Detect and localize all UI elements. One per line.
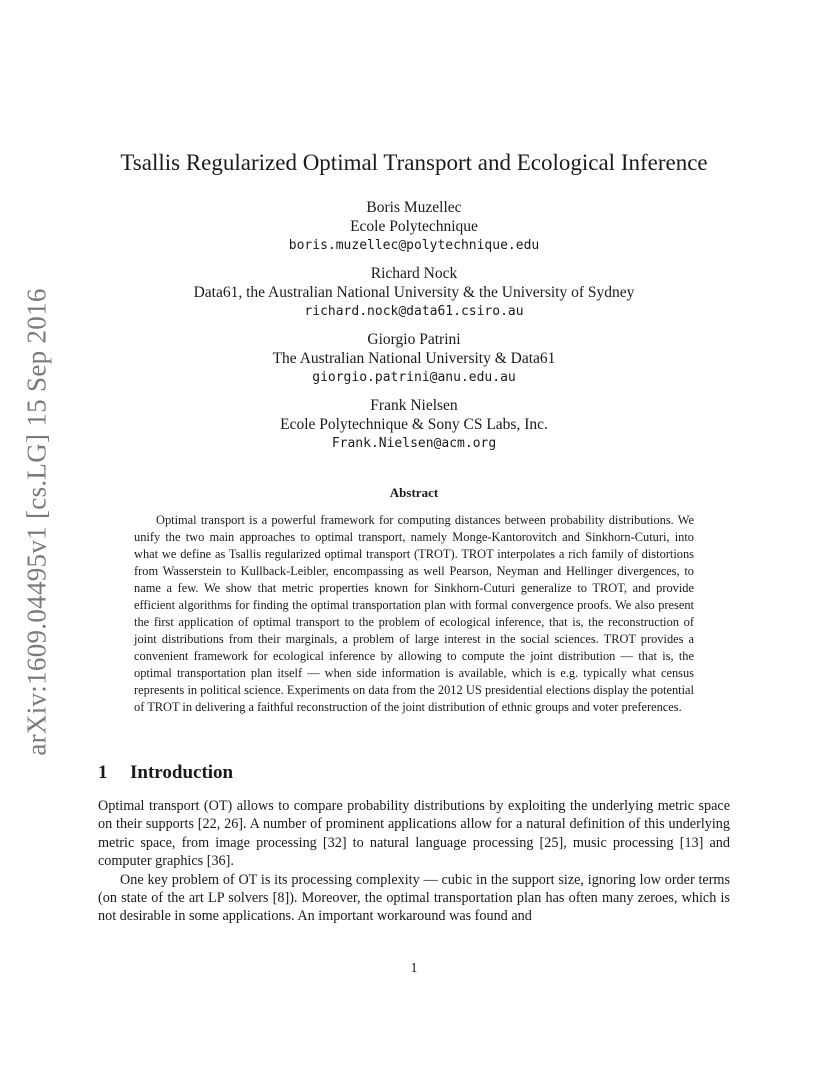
author-email: giorgio.patrini@anu.edu.au [312, 370, 516, 385]
paragraph: One key problem of OT is its processing complexity — cubic in the support size, ignoring low order terms (on state of the art LP solvers [8]). Moreover, the optimal transportation plan has often many zeroes, which is not desirable in some applications. An important workaround was found and [98, 871, 730, 925]
section-heading [98, 762, 233, 784]
author-affiliation: The Australian National University & Data61 [272, 350, 556, 367]
author-entry [0, 264, 828, 321]
paper-title: Tsallis Regularized Optimal Transport and Ecological Inference [120, 150, 708, 175]
abstract-heading: Abstract [389, 485, 439, 500]
abstract-text: Optimal transport is a powerful framework for computing distances between probability distributions. We unify the two main approaches to optimal transport, namely Monge-Kantorovitch and Sinkhorn-Cuturi, into what we define as Tsallis regularized optimal transport (TROT). TROT interpolates a rich family of distortions from Wasserstein to Kullback-Leibler, encompassing as well Pearson, Neyman and Hellinger divergences, to name a few. We show that metric properties known for Sinkhorn-Cuturi generalize to TROT, and provide efficient algorithms for finding the optimal transportation plan with formal convergence proofs. We also present the first application of optimal transport to the problem of ecological inference, that is, the reconstruction of joint distributions from their marginals, a problem of large interest in the social sciences. TROT provides a convenient framework for ecological inference by allowing to compute the joint distribution — that is, the optimal transportation plan itself — when side information is available, which is e.g. typically what census represents in political science. Experiments on data from the 2012 US presidential elections display the potential of TROT in delivering a faithful reconstruction of the joint distribution of ethnic groups and voter preferences. [134, 513, 694, 714]
author-entry [0, 198, 828, 255]
introduction-body [98, 797, 730, 926]
author-name: Richard Nock [370, 265, 458, 282]
author-name: Boris Muzellec [366, 199, 462, 216]
author-affiliation: Ecole Polytechnique [350, 218, 478, 235]
section-number: 1 [98, 762, 108, 783]
author-affiliation: Ecole Polytechnique & Sony CS Labs, Inc. [280, 416, 548, 433]
author-block [0, 198, 828, 462]
author-email: richard.nock@data61.csiro.au [304, 304, 524, 319]
author-email: boris.muzellec@polytechnique.edu [288, 238, 540, 253]
author-name: Giorgio Patrini [367, 331, 461, 348]
page-number: 1 [410, 961, 418, 976]
author-affiliation: Data61, the Australian National University & the University of Sydney [193, 284, 635, 301]
paragraph: Optimal transport (OT) allows to compare probability distributions by exploiting the underlying metric space on their supports [22, 26]. A number of prominent applications allow for a natural definition of this underlying metric space, from image processing [32] to natural language processing [25], music processing [13] and computer graphics [36]. [98, 798, 730, 870]
author-email: Frank.Nielsen@acm.org [331, 436, 497, 451]
author-name: Frank Nielsen [370, 397, 458, 414]
author-entry [0, 330, 828, 387]
author-entry [0, 396, 828, 453]
arxiv-identifier-stamp: arXiv:1609.04495v1 [cs.LG] 15 Sep 2016 [21, 288, 52, 756]
section-title: Introduction [130, 762, 234, 783]
